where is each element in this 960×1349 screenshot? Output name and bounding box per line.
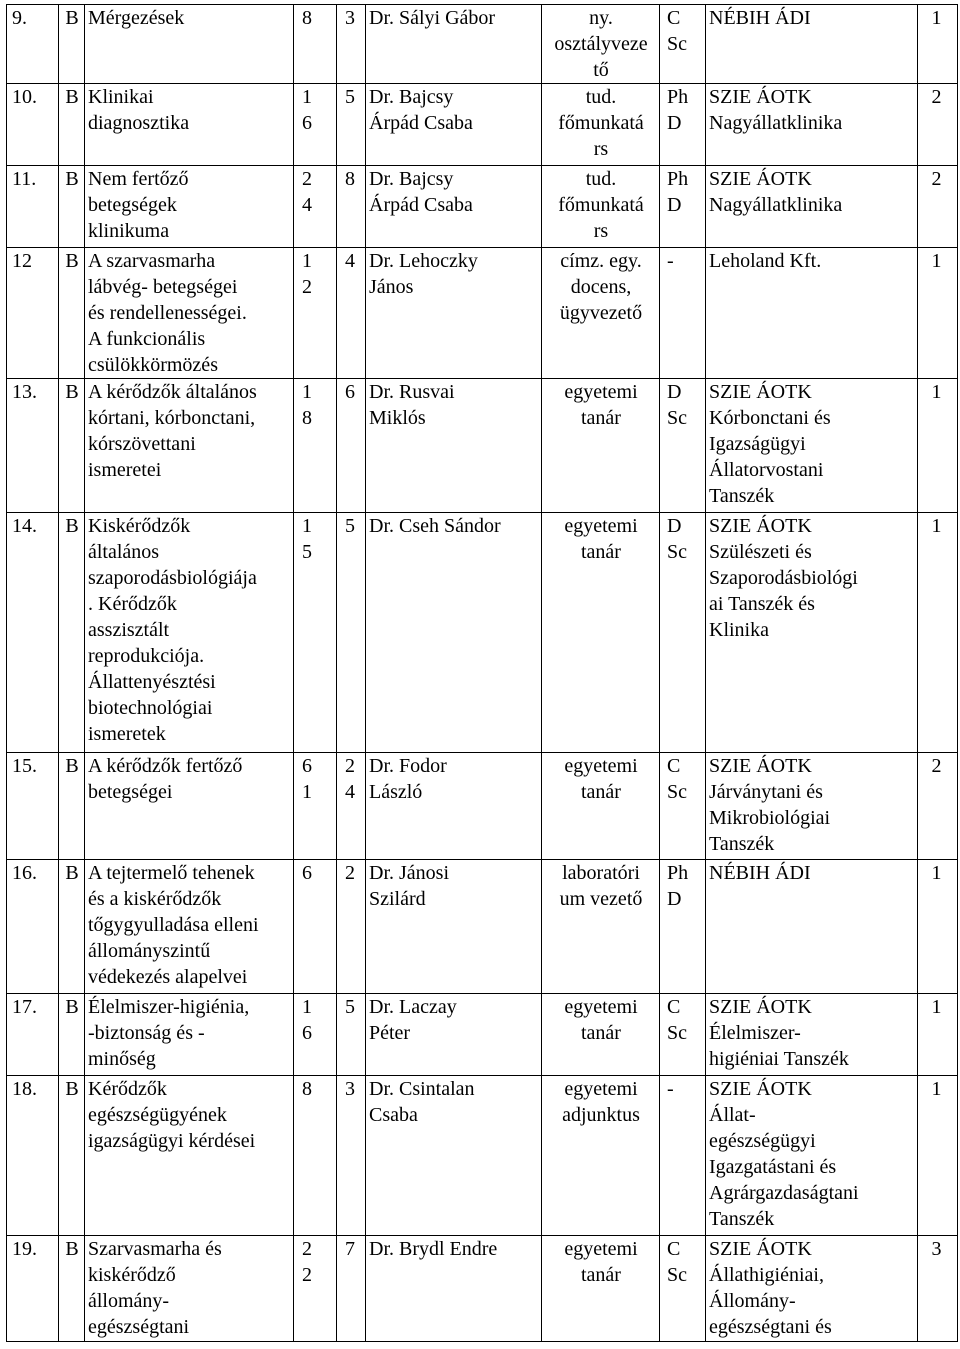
table-row [7, 248, 958, 379]
cell-hours: 3 [337, 5, 366, 84]
table-row [7, 513, 958, 753]
cell-number: 13. [7, 379, 59, 513]
cell-type: B [59, 1236, 85, 1342]
table-row [7, 5, 958, 84]
cell-hours: 4 [337, 248, 366, 379]
table-row [7, 860, 958, 994]
cell-hours: 5 [337, 513, 366, 753]
cell-institution: SZIE ÁOTK Szülészeti és Szaporodásbiológi ai Tanszék és Klinika [706, 513, 918, 753]
cell-degree: C Sc [660, 1236, 706, 1342]
cell-hours: 2 [337, 860, 366, 994]
cell-institution: NÉBIH ÁDI [706, 5, 918, 84]
cell-lecturer: Dr. Bajcsy Árpád Csaba [366, 166, 542, 248]
cell-lecturer: Dr. Lehoczky János [366, 248, 542, 379]
cell-position: ny. osztályveze tő [542, 5, 660, 84]
cell-credits: 6 1 [294, 753, 337, 860]
cell-degree: Ph D [660, 84, 706, 166]
cell-count: 2 [918, 753, 958, 860]
table-row [7, 1236, 958, 1342]
table-body [7, 5, 958, 1342]
cell-count: 1 [918, 248, 958, 379]
cell-institution: SZIE ÁOTK Élelmiszer- higiéniai Tanszék [706, 994, 918, 1076]
cell-course-title: Kérődzők egészségügyének igazságügyi kérdései [85, 1076, 294, 1236]
cell-degree: Ph D [660, 860, 706, 994]
cell-course-title: Nem fertőző betegségek klinikuma [85, 166, 294, 248]
cell-degree: D Sc [660, 379, 706, 513]
cell-type: B [59, 860, 85, 994]
cell-institution: Leholand Kft. [706, 248, 918, 379]
cell-course-title: Szarvasmarha és kiskérődző állomány- egészségtani [85, 1236, 294, 1342]
cell-position: laboratóri um vezető [542, 860, 660, 994]
cell-count: 1 [918, 379, 958, 513]
cell-type: B [59, 1076, 85, 1236]
cell-degree: C Sc [660, 994, 706, 1076]
cell-position: egyetemi tanár [542, 513, 660, 753]
cell-credits: 8 [294, 5, 337, 84]
cell-type: B [59, 5, 85, 84]
cell-number: 9. [7, 5, 59, 84]
cell-type: B [59, 166, 85, 248]
table-row [7, 753, 958, 860]
cell-count: 2 [918, 84, 958, 166]
cell-count: 1 [918, 860, 958, 994]
cell-lecturer: Dr. Cseh Sándor [366, 513, 542, 753]
cell-lecturer: Dr. Rusvai Miklós [366, 379, 542, 513]
cell-number: 17. [7, 994, 59, 1076]
cell-count: 1 [918, 513, 958, 753]
cell-position: egyetemi adjunktus [542, 1076, 660, 1236]
cell-position: tud. főmunkatá rs [542, 84, 660, 166]
cell-type: B [59, 994, 85, 1076]
table-row [7, 166, 958, 248]
cell-lecturer: Dr. Brydl Endre [366, 1236, 542, 1342]
cell-hours: 8 [337, 166, 366, 248]
cell-degree: - [660, 248, 706, 379]
cell-course-title: Kiskérődzők általános szaporodásbiológiája . Kérődzők asszisztált reprodukciója. Állattenyésztési biotechnológiai ismeretek [85, 513, 294, 753]
cell-position: egyetemi tanár [542, 1236, 660, 1342]
cell-credits: 1 2 [294, 248, 337, 379]
table-row [7, 84, 958, 166]
cell-hours: 5 [337, 84, 366, 166]
cell-degree: - [660, 1076, 706, 1236]
cell-course-title: Mérgezések [85, 5, 294, 84]
cell-course-title: Élelmiszer-higiénia, -biztonság és - minőség [85, 994, 294, 1076]
cell-lecturer: Dr. Sályi Gábor [366, 5, 542, 84]
cell-credits: 1 8 [294, 379, 337, 513]
cell-institution: SZIE ÁOTK Állat- egészségügyi Igazgatástani és Agrárgazdaságtani Tanszék [706, 1076, 918, 1236]
cell-hours: 2 4 [337, 753, 366, 860]
cell-credits: 2 2 [294, 1236, 337, 1342]
cell-credits: 1 5 [294, 513, 337, 753]
cell-lecturer: Dr. Csintalan Csaba [366, 1076, 542, 1236]
cell-institution: SZIE ÁOTK Kórbonctani és Igazságügyi Állatorvostani Tanszék [706, 379, 918, 513]
cell-institution: SZIE ÁOTK Nagyállatklinika [706, 84, 918, 166]
cell-number: 19. [7, 1236, 59, 1342]
cell-count: 1 [918, 994, 958, 1076]
cell-course-title: A kérődzők általános kórtani, kórbonctani, kórszövettani ismeretei [85, 379, 294, 513]
cell-hours: 5 [337, 994, 366, 1076]
cell-lecturer: Dr. Laczay Péter [366, 994, 542, 1076]
table-row [7, 994, 958, 1076]
cell-number: 11. [7, 166, 59, 248]
cell-degree: C Sc [660, 5, 706, 84]
cell-course-title: A tejtermelő tehenek és a kiskérődzők tőgygyulladása elleni állományszintű védekezés alapelvei [85, 860, 294, 994]
cell-degree: C Sc [660, 753, 706, 860]
cell-count: 3 [918, 1236, 958, 1342]
cell-type: B [59, 379, 85, 513]
cell-hours: 3 [337, 1076, 366, 1236]
cell-number: 10. [7, 84, 59, 166]
cell-type: B [59, 248, 85, 379]
cell-institution: SZIE ÁOTK Járványtani és Mikrobiológiai Tanszék [706, 753, 918, 860]
cell-position: egyetemi tanár [542, 753, 660, 860]
cell-number: 15. [7, 753, 59, 860]
cell-position: egyetemi tanár [542, 379, 660, 513]
course-table [6, 4, 958, 1342]
cell-course-title: Klinikai diagnosztika [85, 84, 294, 166]
cell-hours: 6 [337, 379, 366, 513]
cell-number: 14. [7, 513, 59, 753]
cell-count: 1 [918, 1076, 958, 1236]
table-row [7, 1076, 958, 1236]
cell-count: 2 [918, 166, 958, 248]
cell-credits: 6 [294, 860, 337, 994]
cell-type: B [59, 513, 85, 753]
cell-number: 18. [7, 1076, 59, 1236]
cell-lecturer: Dr. Jánosi Szilárd [366, 860, 542, 994]
cell-institution: SZIE ÁOTK Nagyállatklinika [706, 166, 918, 248]
table-row [7, 379, 958, 513]
cell-institution: NÉBIH ÁDI [706, 860, 918, 994]
cell-lecturer: Dr. Fodor László [366, 753, 542, 860]
cell-credits: 1 6 [294, 994, 337, 1076]
cell-credits: 2 4 [294, 166, 337, 248]
cell-degree: D Sc [660, 513, 706, 753]
cell-hours: 7 [337, 1236, 366, 1342]
cell-position: címz. egy. docens, ügyvezető [542, 248, 660, 379]
cell-number: 16. [7, 860, 59, 994]
cell-course-title: A szarvasmarha lábvég- betegségei és rendellenességei. A funkcionális csülökkörmözés [85, 248, 294, 379]
cell-institution: SZIE ÁOTK Állathigiéniai, Állomány- egészségtani és [706, 1236, 918, 1342]
cell-lecturer: Dr. Bajcsy Árpád Csaba [366, 84, 542, 166]
cell-credits: 1 6 [294, 84, 337, 166]
cell-course-title: A kérődzők fertőző betegségei [85, 753, 294, 860]
cell-count: 1 [918, 5, 958, 84]
cell-position: egyetemi tanár [542, 994, 660, 1076]
cell-type: B [59, 753, 85, 860]
cell-type: B [59, 84, 85, 166]
cell-number: 12 [7, 248, 59, 379]
cell-degree: Ph D [660, 166, 706, 248]
cell-position: tud. főmunkatá rs [542, 166, 660, 248]
cell-credits: 8 [294, 1076, 337, 1236]
